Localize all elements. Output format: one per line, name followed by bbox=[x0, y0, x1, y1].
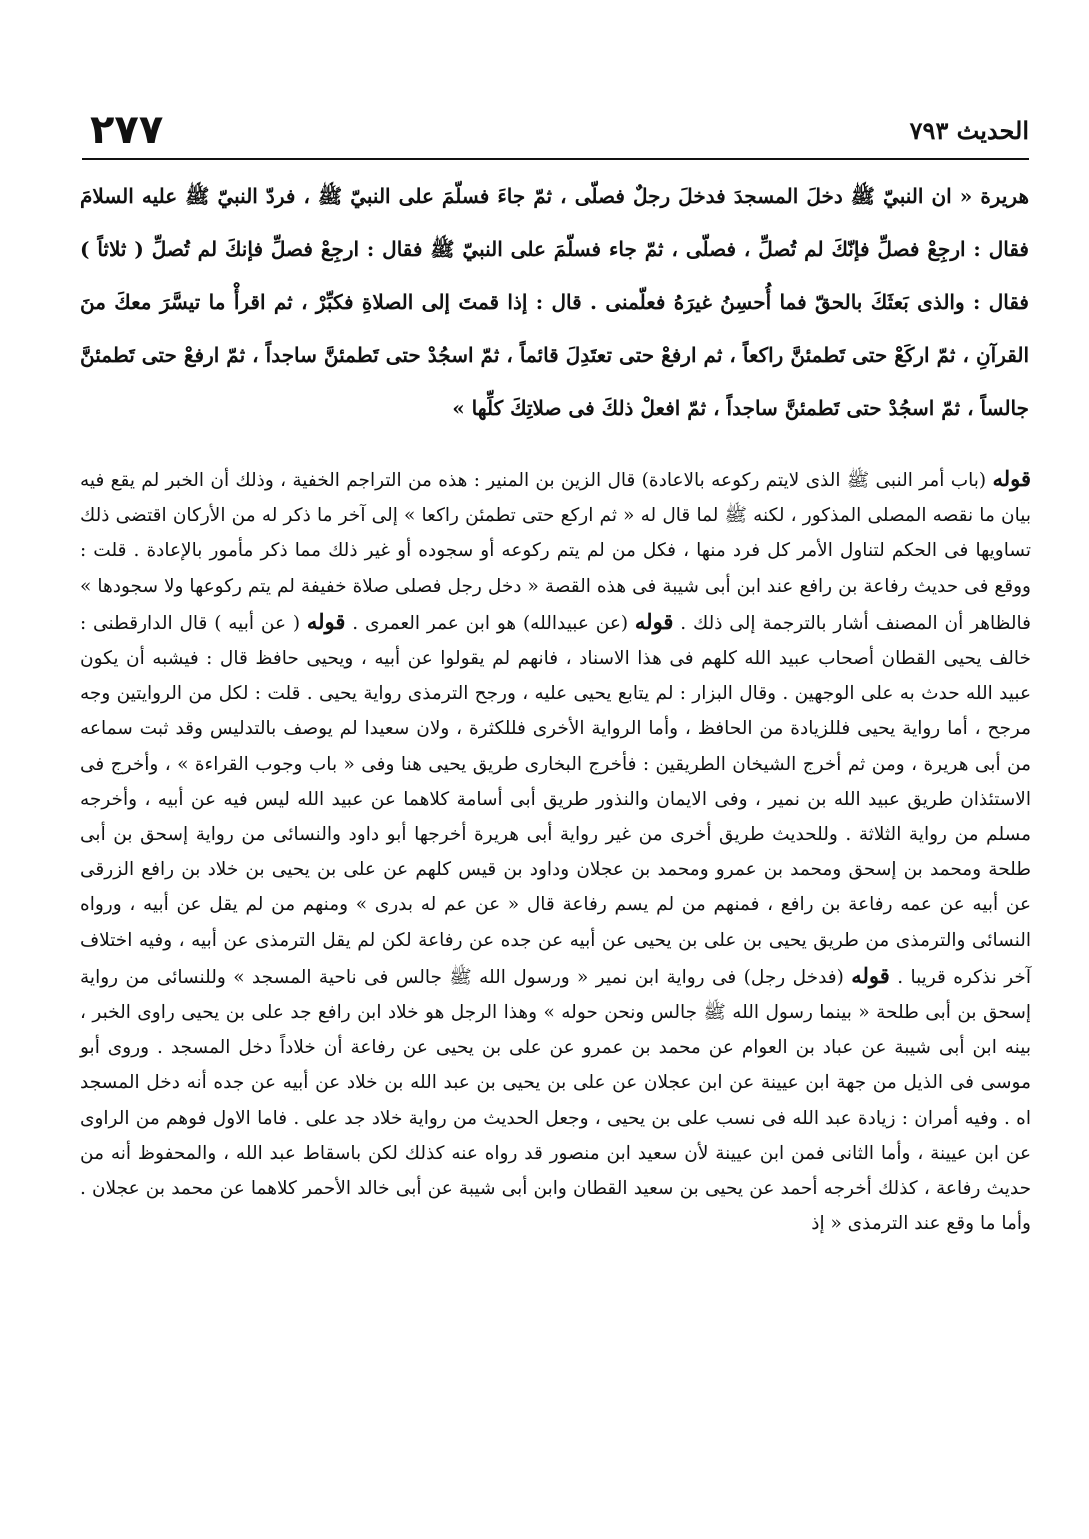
commentary-keyword: قوله bbox=[851, 962, 890, 988]
page-number: ٢٧٧ bbox=[90, 107, 164, 153]
commentary-block bbox=[80, 461, 1031, 1511]
hadith-text: هريرة « ان النبيّ ﷺ دخلَ المسجدَ فدخلَ رجلٌ فصلّى ، ثمّ جاءَ فسلّمَ على النبيّ ﷺ ، فردّ النبيّ ﷺ عليه السلامَ فقال : ارجِعْ فصلِّ فإنّكَ لم تُصلِّ ، فصلّى ، ثمّ جاء فسلّمَ على النبيّ ﷺ فقال : ارجِعْ فصلِّ فإنكَ لم تُصلِّ ( ثلاثاً ) فقال : والذى بَعثَكَ بالحقّ فما أُحسِنُ غيرَهُ فعلّمنى . قال : إذا قمتَ إلى الصلاةِ فكبِّرْ ، ثم اقرأْ ما تيسَّرَ معكَ منَ القرآنِ ، ثمّ اركَعْ حتى تَطمئنَّ راكعاً ، ثم ارفعْ حتى تعتَدِلَ قائماً ، ثمّ اسجُدْ حتى تَطمئنَّ ساجداً ، ثمّ ارفعْ حتى تَطمئنَّ جالساً ، ثمّ اسجُدْ حتى تَطمئنَّ ساجداً ، ثمّ افعلْ ذلكَ فى صلاتِكَ كلِّها » bbox=[80, 184, 1029, 420]
commentary-text-2: (عن عبيدالله) هو ابن عمر العمرى . bbox=[352, 612, 629, 634]
commentary-text-1: (باب أمر النبى ﷺ الذى لايتم ركوعه بالاعادة) قال الزين بن المنير : هذه من التراجم الخفية ، وذلك أن الخبر لم يقع فيه بيان ما نقصه المصلى المذكور ، لكنه ﷺ لما قال له « ثم اركع حتى تطمئن راكعا » إلى آخر ما ذكر له من الأركان اقتضى ذلك تساويها فى الحكم لتناول الأمر كل فرد منها ، فكل من لم يتم ركوعه أو سجوده أو غير ذلك مما ذكر مأمور بالإعادة . قلت : ووقع فى حديث رفاعة بن رافع عند ابن أبى شيبة فى هذه القصة « دخل رجل فصلى صلاة خفيفة لم يتم ركوعها ولا سجودها » فالظاهر أن المصنف أشار بالترجمة إلى ذلك . bbox=[80, 470, 1031, 634]
page-header bbox=[82, 108, 1029, 160]
commentary-text-4: (فدخل رجل) فى رواية ابن نمير « ورسول الله ﷺ جالس فى ناحية المسجد » وللنسائى من رواية إسحق بن أبى طلحة « بينما رسول الله ﷺ جالس ونحن حوله » وهذا الرجل هو خلاد ابن رافع جد على بن يحيى راوى الخبر ، بينه ابن أبى شيبة عن عباد بن العوام عن محمد بن عمرو عن على بن يحيى عن رفاعة أن خلاداً دخل المسجد . وروى أبو موسى فى الذيل من جهة ابن عيينة عن ابن عجلان عن على بن يحيى بن عبد الله بن خلاد عن أبيه عن جده أنه دخل المسجد اه . وفيه أمران : زيادة عبد الله فى نسب على بن يحيى ، وجعل الحديث من رواية خلاد جد على . فاما الاول فوهم من الراوى عن ابن عيينة ، وأما الثانى فمن ابن عيينة لأن سعيد ابن منصور قد رواه عنه كذلك لكن باسقاط عبد الله ، والمحفوظ أنه من حديث رفاعة ، كذلك أخرجه أحمد عن يحيى بن سعيد القطان وابن أبى شيبة عن أبى خالد الأحمر كلاهما عن محمد بن عجلان . وأما ما وقع عند الترمذى « إذ bbox=[80, 966, 1031, 1235]
running-title: الحديث ٧٩٣ bbox=[909, 116, 1029, 145]
commentary-keyword: قوله bbox=[992, 466, 1031, 491]
commentary-keyword: قوله bbox=[306, 608, 346, 634]
hadith-text-block bbox=[80, 170, 1029, 452]
commentary-keyword: قوله bbox=[634, 608, 674, 634]
commentary-paragraph bbox=[80, 461, 1031, 1241]
commentary-text-3: ( عن أبيه ) قال الدارقطنى : خالف يحيى القطان أصحاب عبيد الله كلهم فى هذا الاسناد ، فانهم لم يقولوا عن أبيه ، ويحيى حافظ قال : فيشبه أن يكون عبيد الله حدث به على الوجهين . وقال البزار : لم يتابع يحيى عليه ، ورجح الترمذى رواية يحيى . قلت : لكل من الروايتين وجه مرجح ، أما رواية يحيى فللزيادة من الحافظ ، وأما الرواية الأخرى فللكثرة ، ولان سعيدا لم يوصف بالتدليس وقد ثبت سماعه من أبى هريرة ، ومن ثم أخرج الشيخان الطريقين : فأخرج البخارى طريق يحيى هنا وفى « باب وجوب القراءة » ، وأخرج فى الاستئذان طريق عبيد الله بن نمير ، وفى الايمان والنذور طريق أبى أسامة كلاهما عن عبيد الله ليس فيه عن أبيه ، وأخرجه مسلم من رواية الثلاثة . وللحديث طريق أخرى من غير رواية أبى هريرة أخرجها أبو داود والنسائى من رواية إسحق بن أبى طلحة ومحمد بن إسحق ومحمد بن عمرو ومحمد بن عجلان وداود بن قيس كلهم عن على بن يحيى بن خلاد بن رافع الزرقى عن أبيه عن عمه رفاعة بن رافع ، فمنهم من لم يسم رفاعة قال « عن عم له بدرى » ومنهم من لم يقل عن أبيه ، ورواه النسائى والترمذى من طريق يحيى بن على بن يحيى عن أبيه عن جده عن رفاعة لكن لم يقل الترمذى عن أبيه ، وفيه اختلاف آخر نذكره قريبا . bbox=[80, 612, 1031, 988]
